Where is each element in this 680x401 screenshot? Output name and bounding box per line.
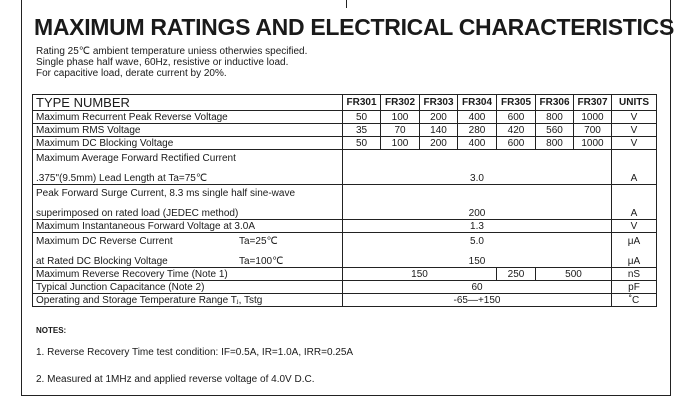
- unit-cell: V: [612, 220, 657, 233]
- table-cell: 35: [343, 124, 381, 137]
- row-label: Maximum RMS Voltage: [33, 124, 343, 137]
- footnote: 2. Measured at 1MHz and applied reverse voltage of 4.0V D.C.: [36, 374, 315, 385]
- table-cell: 100: [381, 111, 420, 124]
- value-line: 5.0: [470, 236, 484, 247]
- table-row: [33, 111, 657, 124]
- frame-divider: [346, 0, 347, 8]
- row-label: Typical Junction Capacitance (Note 2): [33, 281, 343, 294]
- table-row: [33, 294, 657, 307]
- row-label-text: Maximum DC Reverse Current: [36, 236, 173, 247]
- row-label-line: [36, 236, 340, 256]
- table-row: [33, 150, 657, 185]
- header-type: FR301: [343, 95, 381, 111]
- header-type: FR306: [536, 95, 574, 111]
- row-label: Maximum DC Blocking Voltage: [33, 137, 343, 150]
- unit-line: μA: [627, 256, 641, 267]
- table-cell: -65—+150: [343, 294, 612, 307]
- table-cell: 50: [343, 111, 381, 124]
- table-cell: 400: [458, 111, 497, 124]
- table-cell: 3.0: [343, 150, 612, 185]
- table-row: [33, 124, 657, 137]
- header-type: FR303: [420, 95, 458, 111]
- unit-cell: V: [612, 124, 657, 137]
- table-cell: 560: [536, 124, 574, 137]
- row-label-line: superimposed on rated load (JEDEC method): [36, 208, 239, 219]
- ratings-table: [32, 94, 657, 307]
- row-label: [33, 150, 343, 185]
- table-cell: 600: [497, 137, 536, 150]
- table-cell: 250: [497, 268, 536, 281]
- unit-cell: nS: [612, 268, 657, 281]
- table-cell: 1000: [574, 137, 612, 150]
- table-cell: 200: [420, 111, 458, 124]
- row-label: Operating and Storage Temperature Range Tⱼ, Tstg: [33, 294, 343, 307]
- condition-text: Ta=100℃: [239, 256, 284, 267]
- row-label: Maximum Instantaneous Forward Voltage at 3.0A: [33, 220, 343, 233]
- table-cell: 1000: [574, 111, 612, 124]
- table-cell: 800: [536, 111, 574, 124]
- table-row: [33, 185, 657, 220]
- row-label-line: [36, 256, 340, 267]
- table-row: [33, 281, 657, 294]
- header-units: UNITS: [612, 95, 657, 111]
- table-row: [33, 268, 657, 281]
- row-label-text: at Rated DC Blocking Voltage: [36, 256, 168, 267]
- condition-line: For capacitive load, derate current by 20%.: [36, 68, 227, 79]
- table-cell: 140: [420, 124, 458, 137]
- condition-line: Single phase half wave, 60Hz, resistive or inductive load.: [36, 57, 289, 68]
- table-cell: 800: [536, 137, 574, 150]
- table-cell: 420: [497, 124, 536, 137]
- unit-cell: ˚C: [612, 294, 657, 307]
- footnotes: [36, 326, 353, 401]
- unit-cell: A: [612, 150, 657, 185]
- unit-cell: A: [612, 185, 657, 220]
- condition-text: Ta=25℃: [239, 236, 278, 247]
- value-line: 150: [468, 256, 486, 267]
- row-label-line: .375"(9.5mm) Lead Length at Ta=75℃: [36, 173, 208, 184]
- header-type: FR302: [381, 95, 420, 111]
- table-cell: 150: [343, 268, 497, 281]
- notes-title: NOTES:: [36, 326, 67, 335]
- table-header-row: [33, 95, 657, 111]
- table-cell: 50: [343, 137, 381, 150]
- row-label: Maximum Reverse Recovery Time (Note 1): [33, 268, 343, 281]
- table-cell: 60: [343, 281, 612, 294]
- row-label-line: Peak Forward Surge Current, 8.3 ms single half sine-wave: [36, 188, 296, 199]
- table-cell: 280: [458, 124, 497, 137]
- table-cell: 1.3: [343, 220, 612, 233]
- page-title: MAXIMUM RATINGS AND ELECTRICAL CHARACTERISTICS: [34, 14, 674, 40]
- table-cell: 200: [420, 137, 458, 150]
- table-cell: 200: [343, 185, 612, 220]
- unit-cell: V: [612, 111, 657, 124]
- row-label: [33, 185, 343, 220]
- row-label: [33, 233, 343, 268]
- header-type: FR307: [574, 95, 612, 111]
- table-row: [33, 220, 657, 233]
- table-cell: 500: [536, 268, 612, 281]
- unit-cell: [612, 233, 657, 268]
- unit-cell: V: [612, 137, 657, 150]
- header-type-number: TYPE NUMBER: [33, 95, 343, 111]
- row-label-line: Maximum Average Forward Rectified Current: [36, 153, 236, 164]
- table-cell: 100: [381, 137, 420, 150]
- unit-cell: pF: [612, 281, 657, 294]
- table-cell: 700: [574, 124, 612, 137]
- header-type: FR304: [458, 95, 497, 111]
- footnote: 1. Reverse Recovery Time test condition: IF=0.5A, IR=1.0A, IRR=0.25A: [36, 347, 354, 358]
- table-row: [33, 233, 657, 268]
- table-cell: [343, 233, 612, 268]
- table-cell: 70: [381, 124, 420, 137]
- rating-conditions: [36, 46, 307, 79]
- table-row: [33, 137, 657, 150]
- header-type: FR305: [497, 95, 536, 111]
- table-cell: 600: [497, 111, 536, 124]
- row-label: Maximum Recurrent Peak Reverse Voltage: [33, 111, 343, 124]
- unit-line: μA: [627, 236, 641, 247]
- condition-line: Rating 25℃ ambient temperature uniess otherwies specified.: [36, 46, 308, 57]
- table-cell: 400: [458, 137, 497, 150]
